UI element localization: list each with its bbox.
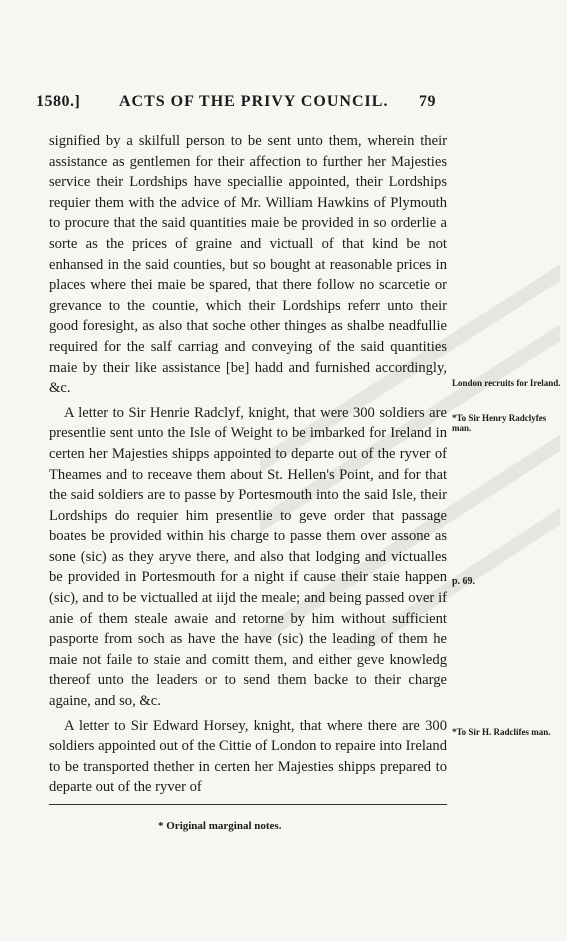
footnote-divider bbox=[49, 804, 447, 805]
paragraph: A letter to Sir Edward Horsey, knight, that where there are 300 soldiers appointed out of the Cittie of London to repaire into Ireland to be transported thether in certen her Majesties shipps prepared to departe out of the ryver of bbox=[49, 717, 447, 796]
main-text bbox=[49, 131, 447, 798]
footnote: * Original marginal notes. bbox=[158, 820, 282, 832]
margin-note: London recruits for Ireland. bbox=[452, 378, 561, 388]
margin-note: *To Sir Henry Radclyfes man. bbox=[452, 413, 547, 433]
header-title: ACTS OF THE PRIVY COUNCIL. bbox=[119, 93, 389, 110]
running-header bbox=[36, 93, 436, 115]
page-number: 79 bbox=[419, 93, 436, 110]
margin-note-page-ref: p. 69. bbox=[452, 576, 476, 587]
margin-note: *To Sir H. Radclifes man. bbox=[452, 727, 551, 737]
paragraph: A letter to Sir Henrie Radclyf, knight, that were 300 soldiers are presentlie sent unto the Isle of Weight to be imbarked for Ireland in certen her Majesties shipps appointed to departe out of the ryver of Theames and to receave them about St. Hellen's Point, and for that the said soldiers are to passe by Portesmouth into the said Isle, their Lordships do requier him presentlie to geve order that passage boates be provided within his charge to passe them over assone as sone (sic) as they aryve there, and also that lodging and victualles be provided in Portesmouth for a night if cause their staie happen (sic), and to be victualled at iijd the meale; and being passed over if anie of them steale awaie and retorne by him without sufficient pasporte from soch as have the have (sic) the leading of them he maie not faile to staie and comitt them, and either geve knowledg thereof unto the leaders or to send them backe to their charge againe, and so, &c. bbox=[49, 404, 447, 710]
paragraph: signified by a skilfull person to be sent unto them, wherein their assistance as gentlemen for their affection to further her Majesties service their Lordships have speciallie appointed, their Lordships requier them with the advice of Mr. William Hawkins of Plymouth to procure that the said quantities maie be provided in so orderlie a sorte as the prices of graine and victuall of that kind be not enhansed in the said counties, but so bought at reasonable prices in places where thei maie be spared, that there follow no scarcetie or grevance to the countie, which their Lordships referr unto their good foresight, as also that soche other thinges as shalbe neadfullie required for the salf carriag and conveying of the said quantities maie by their like assistance [be] hadd and furnished accordingly, &c. bbox=[49, 133, 447, 397]
header-year: 1580.] bbox=[36, 93, 81, 110]
